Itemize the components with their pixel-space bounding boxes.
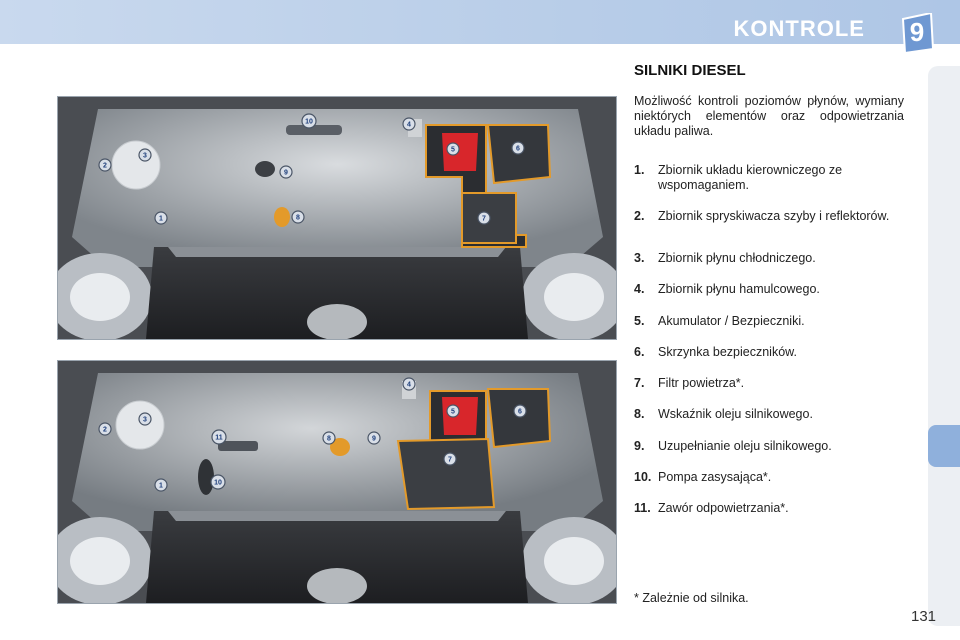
legend-number: 1.: [634, 163, 645, 177]
callout-10: [211, 475, 225, 489]
legend-item: [634, 407, 904, 422]
legend-item: [634, 439, 904, 454]
legend-item: [634, 376, 904, 391]
page-title: KONTROLE: [733, 16, 865, 41]
svg-text:5: 5: [451, 146, 455, 154]
svg-text:8: 8: [327, 435, 331, 443]
legend-number: 4.: [634, 282, 645, 296]
svg-text:10: 10: [214, 479, 222, 487]
svg-text:11: 11: [215, 434, 223, 442]
legend-text: Zbiornik płynu chłodniczego.: [658, 251, 816, 265]
legend-text: Zbiornik układu kierowniczego ze wspomaganiem.: [658, 163, 843, 192]
callout-9: [280, 166, 292, 178]
legend-text: Zbiornik płynu hamulcowego.: [658, 282, 820, 296]
callout-4: [403, 378, 415, 390]
chapter-number: 9: [909, 17, 925, 47]
legend-item: [634, 251, 904, 266]
callout-6: [512, 142, 524, 154]
callout-2: [99, 423, 111, 435]
legend-text: Skrzynka bezpieczników.: [658, 345, 797, 359]
svg-text:7: 7: [482, 215, 486, 223]
engine-bay-photo-top: [57, 96, 617, 340]
page-number: 131: [911, 608, 937, 625]
callout-3: [139, 149, 151, 161]
legend-item: [634, 209, 904, 224]
svg-text:9: 9: [284, 169, 288, 177]
legend-text: Filtr powietrza*.: [658, 376, 745, 390]
legend-text: Uzupełnianie oleju silnikowego.: [658, 439, 832, 453]
legend-number: 10.: [634, 470, 652, 484]
svg-text:10: 10: [305, 118, 313, 126]
svg-text:3: 3: [143, 416, 147, 424]
svg-text:1: 1: [159, 482, 163, 490]
legend-number: 3.: [634, 251, 645, 265]
legend-text: Zawór odpowietrzania*.: [658, 501, 789, 515]
legend-text: Akumulator / Bezpieczniki.: [658, 314, 805, 328]
legend-number: 6.: [634, 345, 645, 359]
callout-1: [155, 212, 167, 224]
legend-item: [634, 282, 904, 297]
callout-8: [292, 211, 304, 223]
svg-text:3: 3: [143, 152, 147, 160]
engine-bay-photo-bottom: [57, 360, 617, 604]
side-tab-active[interactable]: [928, 425, 960, 467]
legend-item: [634, 470, 904, 485]
chapter-badge: [899, 13, 935, 53]
callout-3: [139, 413, 151, 425]
legend-number: 9.: [634, 439, 645, 453]
svg-text:1: 1: [159, 215, 163, 223]
svg-text:2: 2: [103, 162, 107, 170]
legend-text: Zbiornik spryskiwacza szyby i reflektorów.: [658, 209, 890, 223]
legend-item: [634, 501, 904, 516]
callout-5: [447, 143, 459, 155]
svg-text:7: 7: [448, 456, 452, 464]
svg-text:4: 4: [407, 121, 411, 129]
callout-6: [514, 405, 526, 417]
legend-item: [634, 345, 904, 360]
legend-number: 5.: [634, 314, 645, 328]
callout-11: [212, 430, 226, 444]
legend-number: 11.: [634, 501, 651, 515]
legend-number: 8.: [634, 407, 645, 421]
legend-item: [634, 314, 904, 329]
callout-9: [368, 432, 380, 444]
callout-8: [323, 432, 335, 444]
svg-text:6: 6: [516, 145, 520, 153]
legend-text: Pompa zasysająca*.: [658, 470, 772, 484]
callout-7: [478, 212, 490, 224]
callout-4: [403, 118, 415, 130]
svg-text:5: 5: [451, 408, 455, 416]
svg-text:8: 8: [296, 214, 300, 222]
section-title: SILNIKI DIESEL: [634, 62, 746, 79]
callout-1: [155, 479, 167, 491]
callout-10: [302, 114, 316, 128]
svg-text:6: 6: [518, 408, 522, 416]
intro-paragraph: Możliwość kontroli poziomów płynów, wymiany niektórych elementów oraz odpowietrzania układu paliwa.: [634, 94, 904, 138]
footnote: * Zależnie od silnika.: [634, 591, 749, 605]
callout-2: [99, 159, 111, 171]
callout-5: [447, 405, 459, 417]
svg-text:2: 2: [103, 426, 107, 434]
side-tab-rail: [928, 66, 960, 626]
legend-item: [634, 163, 904, 193]
svg-text:9: 9: [372, 435, 376, 443]
legend-number: 2.: [634, 209, 645, 223]
svg-text:4: 4: [407, 381, 411, 389]
callout-7: [444, 453, 456, 465]
legend-text: Wskaźnik oleju silnikowego.: [658, 407, 813, 421]
legend-number: 7.: [634, 376, 645, 390]
